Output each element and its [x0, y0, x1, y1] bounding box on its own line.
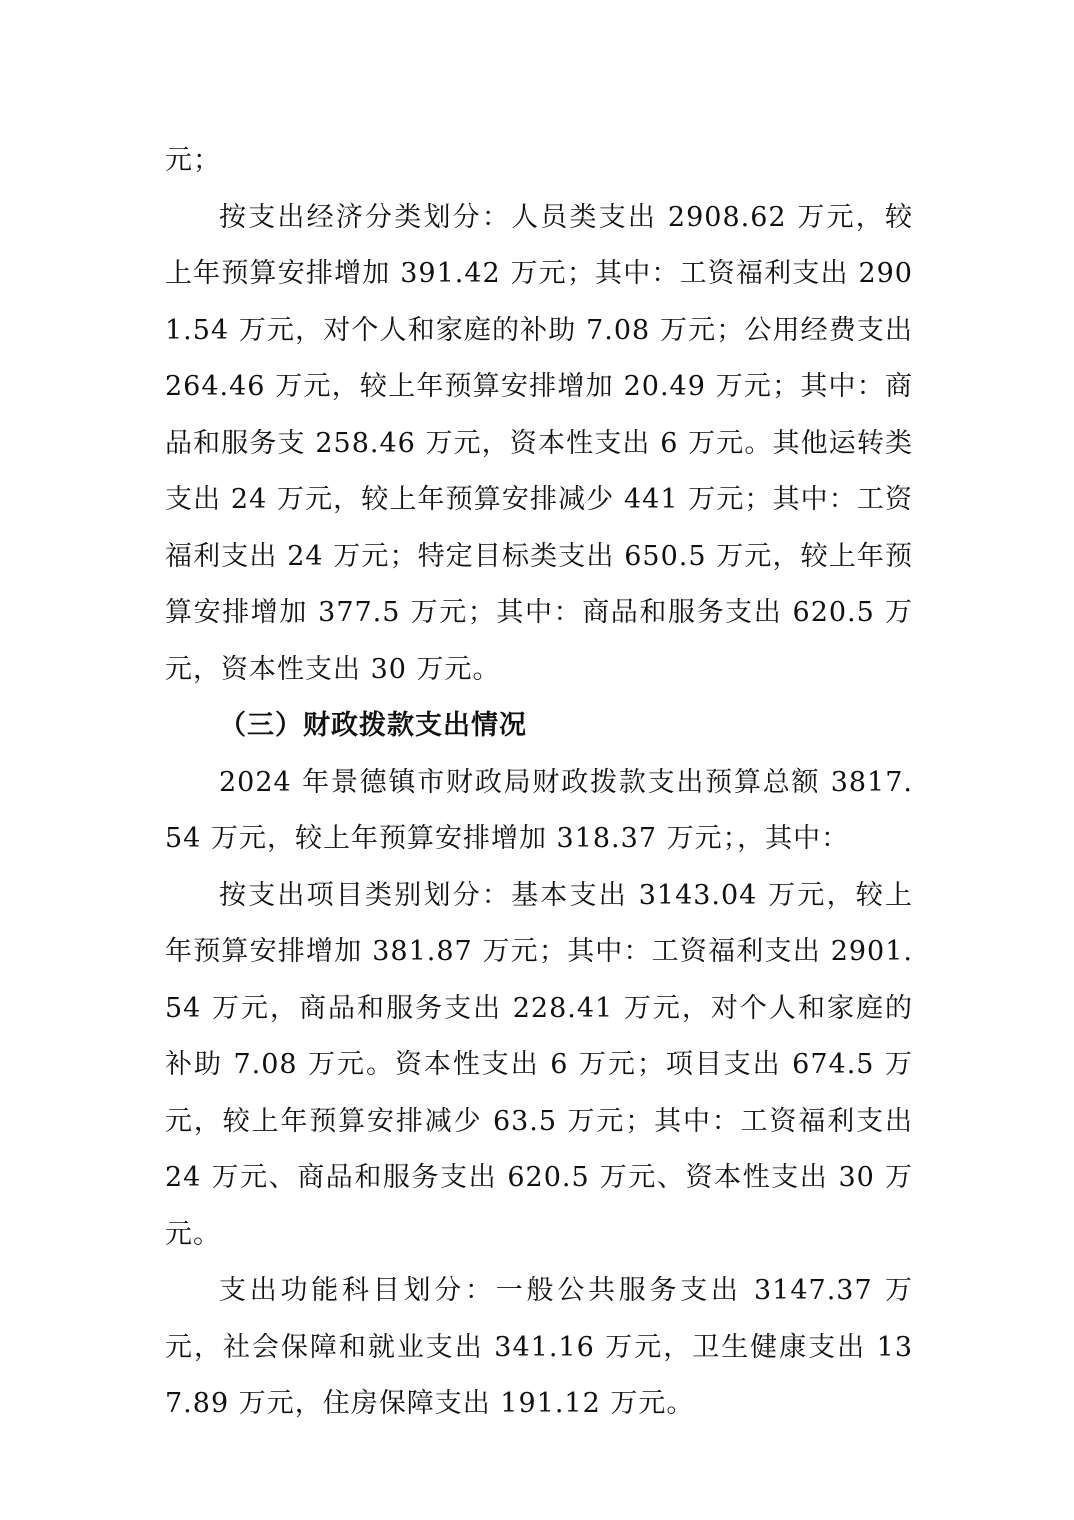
paragraph-economic-classification: 按支出经济分类划分：人员类支出 2908.62 万元，较上年预算安排增加 391.42 万元；其中：工资福利支出 2901.54 万元，对个人和家庭的补助 7.08 万元；公用经费支出 264.46 万元，较上年预算安排增加 20.49 万元；其中：商品和服务支 258.46 万元，资本性支出 6 万元。其他运转类支出 24 万元，较上年预算安排减少 441 万元；其中：工资福利支出 24 万元；特定目标类支出 650.5 万元，较上年预算安排增加 377.5 万元；其中：商品和服务支出 620.5 万元，资本性支出 30 万元。: [165, 201, 913, 685]
section-heading-fiscal-appropriation: （三）财政拨款支出情况: [219, 710, 527, 741]
paragraph-project-category: 按支出项目类别划分：基本支出 3143.04 万元，较上年预算安排增加 381.87 万元；其中：工资福利支出 2901.54 万元，商品和服务支出 228.41 万元，对个人和家庭的补助 7.08 万元。资本性支出 6 万元；项目支出 674.5 万元，较上年预算安排减少 63.5 万元；其中：工资福利支出 24 万元、商品和服务支出 620.5 万元、资本性支出 30 万元。: [165, 879, 913, 1250]
paragraph-continuation: 元；: [165, 145, 221, 176]
document-body: [165, 133, 913, 1433]
paragraph-functional-subject: 支出功能科目划分：一般公共服务支出 3147.37 万元，社会保障和就业支出 341.16 万元，卫生健康支出 137.89 万元，住房保障支出 191.12 万元。: [165, 1275, 913, 1419]
paragraph-appropriation-total: 2024 年景德镇市财政局财政拨款支出预算总额 3817.54 万元，较上年预算安排增加 318.37 万元；，其中：: [165, 766, 913, 854]
